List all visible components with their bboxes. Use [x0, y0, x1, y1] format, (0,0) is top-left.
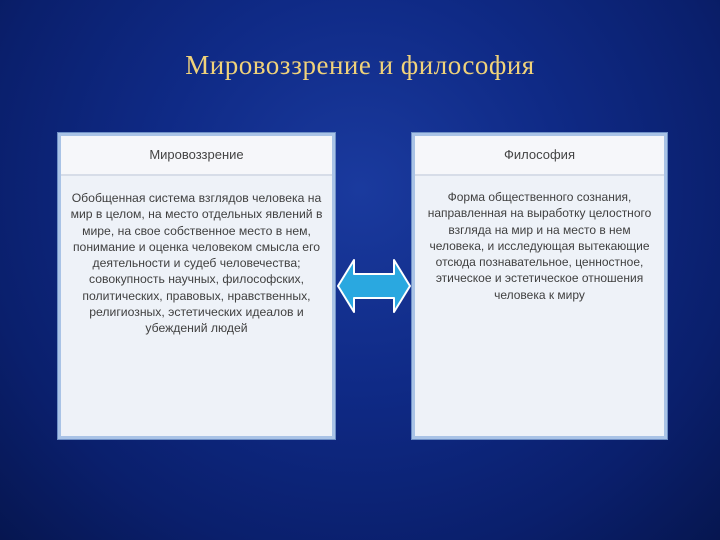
worldview-card-header: Мировоззрение [61, 136, 332, 176]
slide-title: Мировоззрение и философия [185, 50, 535, 80]
philosophy-card-header: Философия [415, 136, 664, 176]
philosophy-card [412, 133, 667, 439]
worldview-card-text: Обобщенная система взглядов человека на мир в целом, на место отдельных явлений в мире, на свое собственное место в нем, понимание и оценка человеком смысла его деятельности и судеб человечества; совокупность научных, философских, политических, правовых, нравственных, религиозных, эстетических идеалов и убеждений людей [70, 191, 323, 336]
worldview-card [58, 133, 335, 439]
philosophy-card-text: Форма общественного сознания, направленная на выработку целостного взгляда на мир и на место в нем человека, и исследующая вытекающие отсюда познавательное, ценностное, этическое и эстетическое отношения человека к миру [427, 190, 652, 302]
double-arrow-icon [336, 256, 412, 316]
